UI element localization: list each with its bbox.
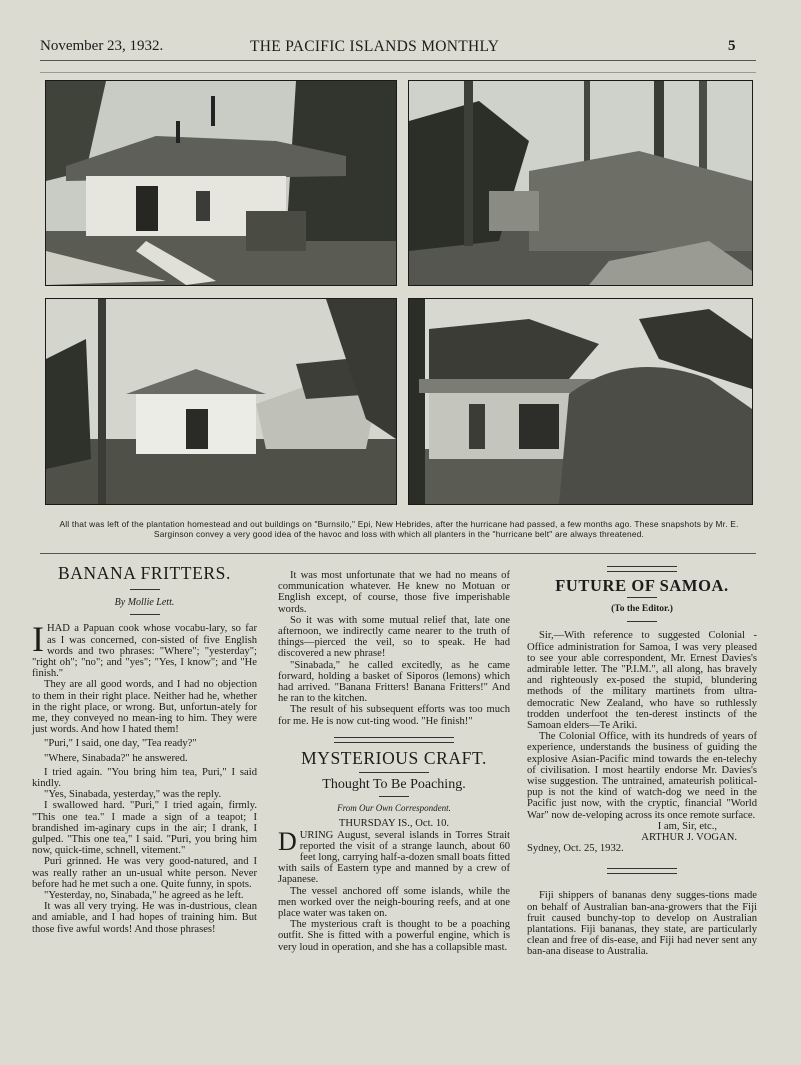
article-title: FUTURE OF SAMOA.	[555, 576, 729, 595]
article-title: MYSTERIOUS CRAFT.	[301, 747, 487, 768]
section-divider	[334, 737, 454, 743]
paragraph: The result of his subsequent efforts was too much for me. He is now cut-ting wood. "He finish!"	[278, 704, 510, 727]
paragraph: Puri grinned. He was very good-natured, and I was really rather an un-usual white person. Never before had he met such a one. Quite funny, in spots.	[32, 856, 257, 890]
dateline: THURSDAY IS., Oct. 10.	[338, 818, 450, 830]
byline: From Our Own Correspondent.	[337, 803, 451, 814]
article-title: BANANA FRITTERS.	[58, 563, 231, 583]
paragraph: Sir,—With reference to suggested Colonial - Office administration for Samoa, I was very pleased to see your able correspondent, Mr. Ernest Davies's admirable letter. The "P.I.M.", all along, has bravely and righteously ex-posed the stupid, blundering methods of the military martinets from ultra-democratic New Zealand, who have so ruthlessly trodden underfoot the ten-derest instincts of the Samoan elders—Te Ariki.	[527, 630, 757, 732]
drop-cap: D	[278, 826, 297, 856]
paragraph: So it was with some mutual relief that, late one afternoon, we indirectly came nearer to the truth of things—pierced the veil, so to speak. He had discovered a new phrase!	[278, 614, 510, 660]
paragraph: The mysterious craft is thought to be a poaching outfit. She is fitted with a powerful engine, which is very loud in operation, and she has a collapsible mast.	[278, 919, 510, 953]
paragraph: It was most unfortunate that we had no means of communication whatever. He knew no Motuan or English except, of course, those five imperishable words.	[278, 570, 510, 615]
photo-homestead-ruins	[45, 80, 397, 286]
photo-roofless-building	[408, 298, 753, 505]
paragraph: IHAD a Papuan cook whose vocabu-lary, so far as I was concerned, con-sisted of five English words and two phrases: "Where"; "yesterday"; "right oh"; "no"; and "yes"; "Yes, I know"; and "He finish."	[32, 619, 257, 680]
banana-fritters-article	[32, 563, 257, 935]
subtitle-rule	[627, 621, 657, 622]
paragraph: "Puri," I said, one day, "Tea ready?"	[44, 738, 197, 750]
header-rule	[40, 60, 756, 61]
signature-name: ARTHUR J. VOGAN.	[641, 832, 737, 844]
header-rule-thin	[40, 72, 756, 73]
page-header	[0, 38, 801, 60]
drop-cap: I	[32, 619, 44, 660]
paragraph: "Sinabada," he called excitedly, as he came forward, holding a basket of Siporos (lemons) which had arrived. "Banana Fritters! Banana Fritters!" And he ran to the kitchen.	[278, 659, 510, 705]
article-subtitle: (To the Editor.)	[611, 604, 673, 615]
photo-palms-debris	[408, 80, 753, 286]
article-subtitle: Thought To Be Poaching.	[322, 777, 466, 793]
paragraph: They are all good words, and I had no objection to them in their right place. Neither had he, whether in the right place, or wrong. But, unfortun-ately for me, they conveyed no mean-ing to him. They were just words. And how I hated them!	[32, 679, 257, 736]
title-rule	[627, 597, 657, 598]
paragraph: "Where, Sinabada?" he answered.	[44, 752, 188, 764]
title-rule	[359, 772, 429, 773]
paragraph: Fiji shippers of bananas deny sugges-tions made on behalf of Australian ban-ana-growers that the Fiji fruit caused bunchy-top to develop on Australian plantations. Fiji bananas, they state, are particularly clean and free of dis-ease, and Fiji had never sent any ban-ana disease to Australia.	[527, 890, 757, 958]
paragraph: The vessel anchored off some islands, while the men worked over the neigh-bouring reefs, and at one place water was taken on.	[278, 885, 510, 920]
signature-line: I am, Sir, etc.,	[657, 820, 717, 832]
subtitle-rule	[379, 796, 409, 797]
page-number: 5	[728, 38, 736, 54]
masthead: THE PACIFIC ISLANDS MONTHLY	[250, 38, 500, 55]
paragraph: "Yes, Sinabada, yesterday," was the reply.	[44, 789, 222, 801]
paragraph: I swallowed hard. "Puri," I tried again, firmly. "This one tea." I made a sign of a teapot; I brandished im-aginary cups in the air; I drank, I gulped. "This one tea," I said. "Puri, you bring him now, quick-time, schnell, vitement."	[32, 800, 257, 857]
paragraph: The Colonial Office, with its hundreds of years of experience, understands the business of guiding the explosive Asian-Pacific mind towards the en-telechy of civilisation. I most heartily endorse Mr. Davies's wise suggestion. The untrained, amateurish political-pup is not the kind of watch-dog we need in the Pacific just now, with the cryptic, financial "World War" now de-veloping across its once remote surface.	[527, 731, 757, 821]
byline: By Mollie Lett.	[114, 597, 175, 609]
paragraph: "Yesterday, no, Sinabada," he agreed as he left.	[44, 890, 244, 902]
issue-date: November 23, 1932.	[40, 38, 164, 54]
section-divider	[607, 868, 677, 874]
photo-grid	[42, 80, 752, 505]
section-divider	[607, 566, 677, 572]
future-of-samoa-article	[527, 566, 757, 958]
byline-rule	[130, 614, 160, 615]
paragraph: It was all very trying. He was in-dustrious, clean and amiable, and I had hopes of training him. But those five awful words! And those phrases!	[32, 901, 257, 935]
photo-caption: All that was left of the plantation homestead and out buildings on "Burnsilo," Epi, New Hebrides, after the hurricane had passed, a few months ago. These snapshots by Mr. E. Sarginson convey a very good idea of the havoc and loss with which all planters in the "hurricane belt" are always threatened.	[59, 519, 739, 540]
title-rule	[130, 589, 160, 590]
paragraph: I tried again. "You bring him tea, Puri," I said kindly.	[32, 766, 257, 790]
signature-place-date: Sydney, Oct. 25, 1932.	[527, 843, 624, 855]
middle-column	[278, 570, 510, 953]
caption-rule	[40, 553, 756, 554]
paragraph: DURING August, several islands in Torres Strait reported the visit of a strange launch, about 60 feet long, carrying half-a-dozen small boats fitted with sails of Eastern type and manned by a crew of Japanese.	[278, 826, 510, 886]
photo-collapsed-shed	[45, 298, 397, 505]
